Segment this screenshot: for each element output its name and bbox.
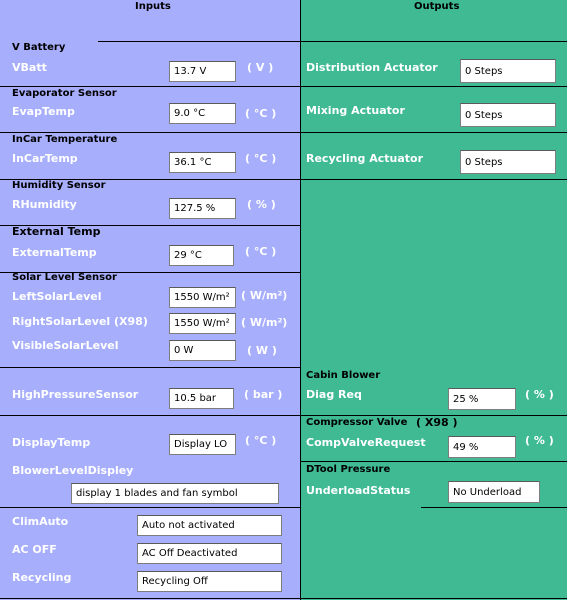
- compvalverequest-label: CompValveRequest: [306, 436, 426, 449]
- cabin-blower-section-title: Cabin Blower: [306, 370, 381, 381]
- mixing-actuator-field[interactable]: 0 Steps: [460, 103, 556, 127]
- compvalverequest-unit: ( % ): [525, 434, 554, 447]
- evaporator-section-title: Evaporator Sensor: [12, 88, 117, 99]
- diagreq-label: Diag Req: [306, 388, 362, 401]
- visiblesolar-field[interactable]: 0 W: [169, 340, 236, 361]
- compressor-section-title: Compressor Valve: [306, 417, 408, 428]
- row-divider: [0, 86, 567, 87]
- blowerlevel-label: BlowerLevelDispley: [12, 464, 134, 477]
- column-divider: [300, 0, 301, 600]
- rightsolar-field[interactable]: 1550 W/m²: [169, 313, 236, 334]
- acoff-label: AC OFF: [12, 543, 57, 556]
- inputs-header: Inputs: [135, 1, 171, 12]
- climauto-label: ClimAuto: [12, 515, 69, 528]
- vbatt-label: VBatt: [12, 61, 47, 74]
- evaptemp-unit: ( °C ): [245, 107, 277, 120]
- evaptemp-label: EvapTemp: [12, 105, 75, 118]
- vbatt-field[interactable]: 13.7 V: [169, 61, 236, 82]
- dtool-section-title: DTool Pressure: [306, 464, 391, 475]
- leftsolar-unit: ( W/m²): [241, 289, 288, 302]
- diagreq-field[interactable]: 25 %: [448, 388, 516, 410]
- rhumidity-unit: ( % ): [247, 198, 276, 211]
- diagreq-unit: ( % ): [525, 388, 554, 401]
- external-section-title: External Temp: [12, 225, 101, 238]
- displaytemp-label: DisplayTemp: [12, 436, 91, 449]
- incar-section-title: InCar Temperature: [12, 134, 118, 145]
- incartemp-label: InCarTemp: [12, 152, 78, 165]
- evaptemp-field[interactable]: 9.0 °C: [169, 103, 236, 124]
- visiblesolar-unit: ( W ): [247, 344, 277, 357]
- underloadstatus-label: UnderloadStatus: [306, 484, 411, 497]
- highpressure-field[interactable]: 10.5 bar: [169, 388, 234, 409]
- externaltemp-label: ExternalTemp: [12, 246, 97, 259]
- header-divider: [98, 41, 567, 42]
- row-divider: [421, 507, 567, 508]
- rightsolar-unit: ( W/m²): [241, 316, 288, 329]
- row-divider: [301, 461, 567, 462]
- highpressure-unit: ( bar ): [244, 388, 283, 401]
- displaytemp-field[interactable]: Display LO: [169, 434, 236, 455]
- recycling-actuator-field[interactable]: 0 Steps: [460, 150, 556, 174]
- rightsolar-label: RightSolarLevel (X98): [12, 315, 148, 328]
- visiblesolar-label: VisibleSolarLevel: [12, 339, 119, 352]
- row-divider: [0, 507, 300, 508]
- outputs-header: Outputs: [414, 1, 460, 12]
- rhumidity-label: RHumidity: [12, 198, 77, 211]
- externaltemp-field[interactable]: 29 °C: [169, 245, 234, 266]
- underloadstatus-field[interactable]: No Underload: [448, 481, 540, 503]
- rhumidity-field[interactable]: 127.5 %: [169, 198, 236, 219]
- solar-section-title: Solar Level Sensor: [12, 272, 117, 283]
- humidity-section-title: Humidity Sensor: [12, 180, 106, 191]
- recycling-actuator-label: Recycling Actuator: [306, 152, 424, 165]
- recycling-field[interactable]: Recycling Off: [137, 571, 282, 592]
- recycling-label: Recycling: [12, 571, 72, 584]
- bottom-divider: [0, 598, 567, 599]
- row-divider: [0, 415, 567, 416]
- externaltemp-unit: ( °C ): [245, 245, 277, 258]
- distribution-actuator-label: Distribution Actuator: [306, 61, 438, 74]
- mixing-actuator-label: Mixing Actuator: [306, 104, 405, 117]
- vbatt-unit: ( V ): [247, 61, 274, 74]
- displaytemp-unit: ( °C ): [245, 434, 277, 447]
- compvalverequest-field[interactable]: 49 %: [448, 436, 516, 458]
- vbattery-section-title: V Battery: [12, 42, 66, 53]
- leftsolar-field[interactable]: 1550 W/m²: [169, 287, 236, 308]
- compressor-section-suffix: ( X98 ): [416, 416, 458, 429]
- outputs-panel: [301, 0, 567, 600]
- leftsolar-label: LeftSolarLevel: [12, 290, 102, 303]
- incartemp-unit: ( °C ): [245, 152, 277, 165]
- distribution-actuator-field[interactable]: 0 Steps: [460, 59, 556, 83]
- incartemp-field[interactable]: 36.1 °C: [169, 152, 236, 173]
- acoff-field[interactable]: AC Off Deactivated: [137, 543, 282, 564]
- blowerlevel-field[interactable]: display 1 blades and fan symbol: [71, 483, 279, 504]
- row-divider: [0, 132, 567, 133]
- highpressure-label: HighPressureSensor: [12, 388, 139, 401]
- row-divider: [0, 367, 300, 368]
- climauto-field[interactable]: Auto not activated: [137, 515, 282, 536]
